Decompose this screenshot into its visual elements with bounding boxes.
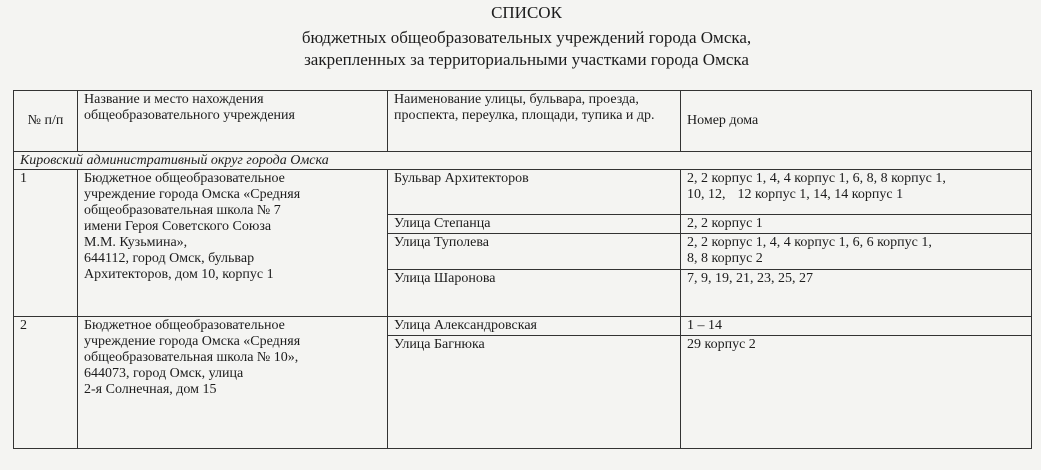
- document-title: СПИСОК: [491, 3, 562, 22]
- school-cell: [78, 170, 388, 317]
- document-subtitle-line-1: бюджетных общеобразовательных учреждений города Омска,: [301, 28, 752, 47]
- school-line: Архитекторов, дом 10, корпус 1: [84, 267, 274, 282]
- school-line: 2-я Солнечная, дом 15: [84, 382, 217, 397]
- school-line: общеобразовательная школа № 7: [84, 203, 281, 218]
- house-numbers: [681, 170, 1032, 215]
- house-line: 2, 2 корпус 1, 4, 4 корпус 1, 6, 6 корпус 1,: [687, 235, 932, 250]
- school-line: 644112, город Омск, бульвар: [84, 251, 255, 266]
- district-name: Кировский административный округ города Омска: [14, 152, 1032, 170]
- school-line: 644073, город Омск, улица: [84, 366, 244, 381]
- column-header-street: Наименование улицы, бульвара, проезда, проспекта, переулка, площади, тупика и др.: [388, 91, 681, 152]
- row-number: 1: [14, 170, 78, 317]
- column-header-school: Название и место нахождения общеобразовательного учреждения: [78, 91, 388, 152]
- street-name: Улица Туполева: [388, 234, 681, 270]
- street-name: Улица Александровская: [388, 317, 681, 336]
- table-row: [14, 170, 1032, 215]
- house-numbers: [681, 270, 1032, 317]
- school-line: Бюджетное общеобразовательное: [84, 171, 285, 186]
- house-numbers: [681, 317, 1032, 336]
- street-name: Улица Багнюка: [388, 336, 681, 449]
- school-cell: [78, 317, 388, 449]
- school-line: общеобразовательная школа № 10»,: [84, 350, 299, 365]
- house-numbers: [681, 215, 1032, 234]
- house-numbers: [681, 234, 1032, 270]
- house-numbers: [681, 336, 1032, 449]
- house-line: 7, 9, 19, 21, 23, 25, 27: [687, 271, 813, 286]
- schools-table: [13, 90, 1032, 449]
- table-header-row: [14, 91, 1032, 152]
- school-line: учреждение города Омска «Средняя: [84, 334, 301, 349]
- street-name: Бульвар Архитекторов: [388, 170, 681, 215]
- district-row: [14, 152, 1032, 170]
- house-line: 29 корпус 2: [687, 337, 756, 352]
- school-line: Бюджетное общеобразовательное: [84, 318, 285, 333]
- column-header-house: Номер дома: [681, 91, 1032, 152]
- house-line: 8, 8 корпус 2: [687, 251, 763, 266]
- street-name: Улица Степанца: [388, 215, 681, 234]
- street-name: Улица Шаронова: [388, 270, 681, 317]
- row-number: 2: [14, 317, 78, 449]
- house-line: 2, 2 корпус 1, 4, 4 корпус 1, 6, 8, 8 корпус 1,: [687, 171, 946, 186]
- school-line: имени Героя Советского Союза: [84, 219, 272, 234]
- table-row: [14, 317, 1032, 336]
- school-line: М.М. Кузьмина»,: [84, 235, 188, 250]
- house-part: 12 корпус 1, 14, 14 корпус 1: [737, 187, 904, 202]
- school-line: учреждение города Омска «Средняя: [84, 187, 301, 202]
- house-line: 1 – 14: [687, 318, 722, 333]
- document-subtitle-line-2: закрепленных за территориальными участками города Омска: [304, 50, 749, 69]
- house-line: [687, 187, 1025, 203]
- house-part: 10, 12,: [687, 187, 726, 202]
- column-header-number: № п/п: [14, 91, 78, 152]
- house-line: 2, 2 корпус 1: [687, 216, 763, 231]
